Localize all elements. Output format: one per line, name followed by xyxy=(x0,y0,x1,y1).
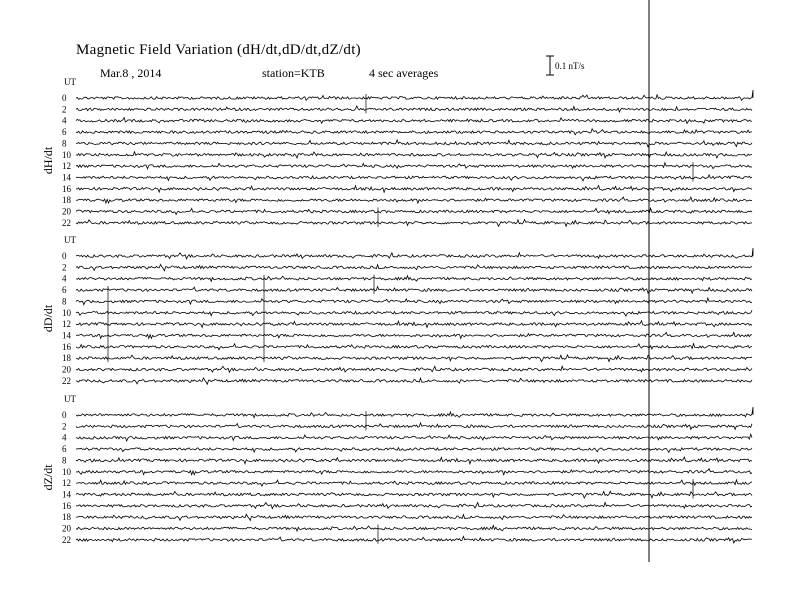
panel-dZ-dt xyxy=(41,394,753,545)
panel-label: dD/dt xyxy=(41,304,55,333)
ut-tick-label: 10 xyxy=(62,149,71,160)
trace-line xyxy=(76,175,752,181)
ut-axis-label: UT xyxy=(64,394,76,404)
ut-tick-label: 12 xyxy=(62,161,71,172)
trace-line xyxy=(76,457,752,464)
trace-line xyxy=(76,118,752,124)
ut-tick-label: 22 xyxy=(62,375,71,386)
trace-line xyxy=(76,480,752,486)
ut-tick-label: 18 xyxy=(62,353,71,364)
trace-line xyxy=(76,310,752,316)
chart-title: Magnetic Field Variation (dH/dt,dD/dt,dZ/dt) xyxy=(76,42,361,58)
trace-line xyxy=(76,355,752,362)
date-label: Mar.8 , 2014 xyxy=(100,66,162,80)
ut-tick-label: 2 xyxy=(62,262,67,273)
ut-axis-label: UT xyxy=(64,77,76,87)
ut-tick-label: 22 xyxy=(62,534,71,545)
ut-tick-label: 2 xyxy=(62,421,67,432)
ut-tick-label: 18 xyxy=(62,512,71,523)
ut-tick-label: 10 xyxy=(62,307,71,318)
ut-tick-label: 18 xyxy=(62,195,71,206)
trace-line xyxy=(76,197,752,203)
ut-tick-label: 8 xyxy=(62,296,67,307)
ut-tick-label: 8 xyxy=(62,455,67,466)
trace-line xyxy=(76,366,752,372)
trace-line xyxy=(76,469,752,475)
trace-line xyxy=(76,321,752,328)
trace-line xyxy=(76,208,752,214)
trace-line xyxy=(76,526,752,532)
trace-line xyxy=(76,90,753,100)
trace-line xyxy=(76,129,752,135)
trace-line xyxy=(76,248,753,259)
trace-line xyxy=(76,276,752,282)
trace-line xyxy=(76,264,752,270)
ut-tick-label: 20 xyxy=(62,364,71,375)
trace-line xyxy=(76,186,752,193)
panel-label: dZ/dt xyxy=(41,464,55,491)
ut-tick-label: 6 xyxy=(62,444,67,455)
panel-dD-dt xyxy=(41,235,753,386)
ut-tick-label: 8 xyxy=(62,138,67,149)
panel-dH-dt xyxy=(41,77,753,228)
ut-tick-label: 0 xyxy=(62,410,67,420)
scale-bar xyxy=(546,56,585,75)
ut-tick-label: 10 xyxy=(62,466,71,477)
ut-tick-label: 16 xyxy=(62,500,71,511)
trace-line xyxy=(76,491,752,498)
trace-line xyxy=(76,503,752,509)
ut-tick-label: 0 xyxy=(62,93,67,103)
trace-line xyxy=(76,448,752,453)
ut-tick-label: 12 xyxy=(62,319,71,330)
panel-label: dH/dt xyxy=(41,146,55,175)
trace-line xyxy=(76,434,752,441)
ut-tick-label: 12 xyxy=(62,478,71,489)
ut-axis-label: UT xyxy=(64,235,76,245)
ut-tick-label: 20 xyxy=(62,206,71,217)
ut-tick-label: 0 xyxy=(62,251,67,261)
trace-line xyxy=(76,344,752,350)
scale-bar-label: 0.1 nT/s xyxy=(555,61,585,71)
ut-tick-label: 4 xyxy=(62,273,67,284)
trace-line xyxy=(76,287,752,294)
trace-line xyxy=(76,407,753,418)
ut-tick-label: 2 xyxy=(62,104,67,115)
trace-line xyxy=(76,332,752,338)
ut-tick-label: 6 xyxy=(62,127,67,138)
trace-line xyxy=(76,378,752,384)
trace-line xyxy=(76,423,752,430)
ut-tick-label: 4 xyxy=(62,115,67,126)
ut-tick-label: 4 xyxy=(62,432,67,443)
trace-line xyxy=(76,220,752,227)
ut-tick-label: 14 xyxy=(62,489,71,500)
ut-tick-label: 22 xyxy=(62,217,71,228)
trace-line xyxy=(76,514,752,520)
ut-tick-label: 20 xyxy=(62,523,71,534)
ut-tick-label: 16 xyxy=(62,183,71,194)
trace-line xyxy=(76,140,752,147)
trace-panels xyxy=(41,77,753,545)
ut-tick-label: 6 xyxy=(62,285,67,296)
trace-line xyxy=(76,152,752,158)
trace-line xyxy=(76,163,752,169)
trace-line xyxy=(76,298,752,305)
trace-line xyxy=(76,536,752,543)
ut-tick-label: 14 xyxy=(62,172,71,183)
ut-tick-label: 14 xyxy=(62,330,71,341)
averaging-label: 4 sec averages xyxy=(369,66,439,80)
ut-tick-label: 16 xyxy=(62,341,71,352)
station-label: station=KTB xyxy=(262,66,325,80)
trace-line xyxy=(76,106,752,112)
